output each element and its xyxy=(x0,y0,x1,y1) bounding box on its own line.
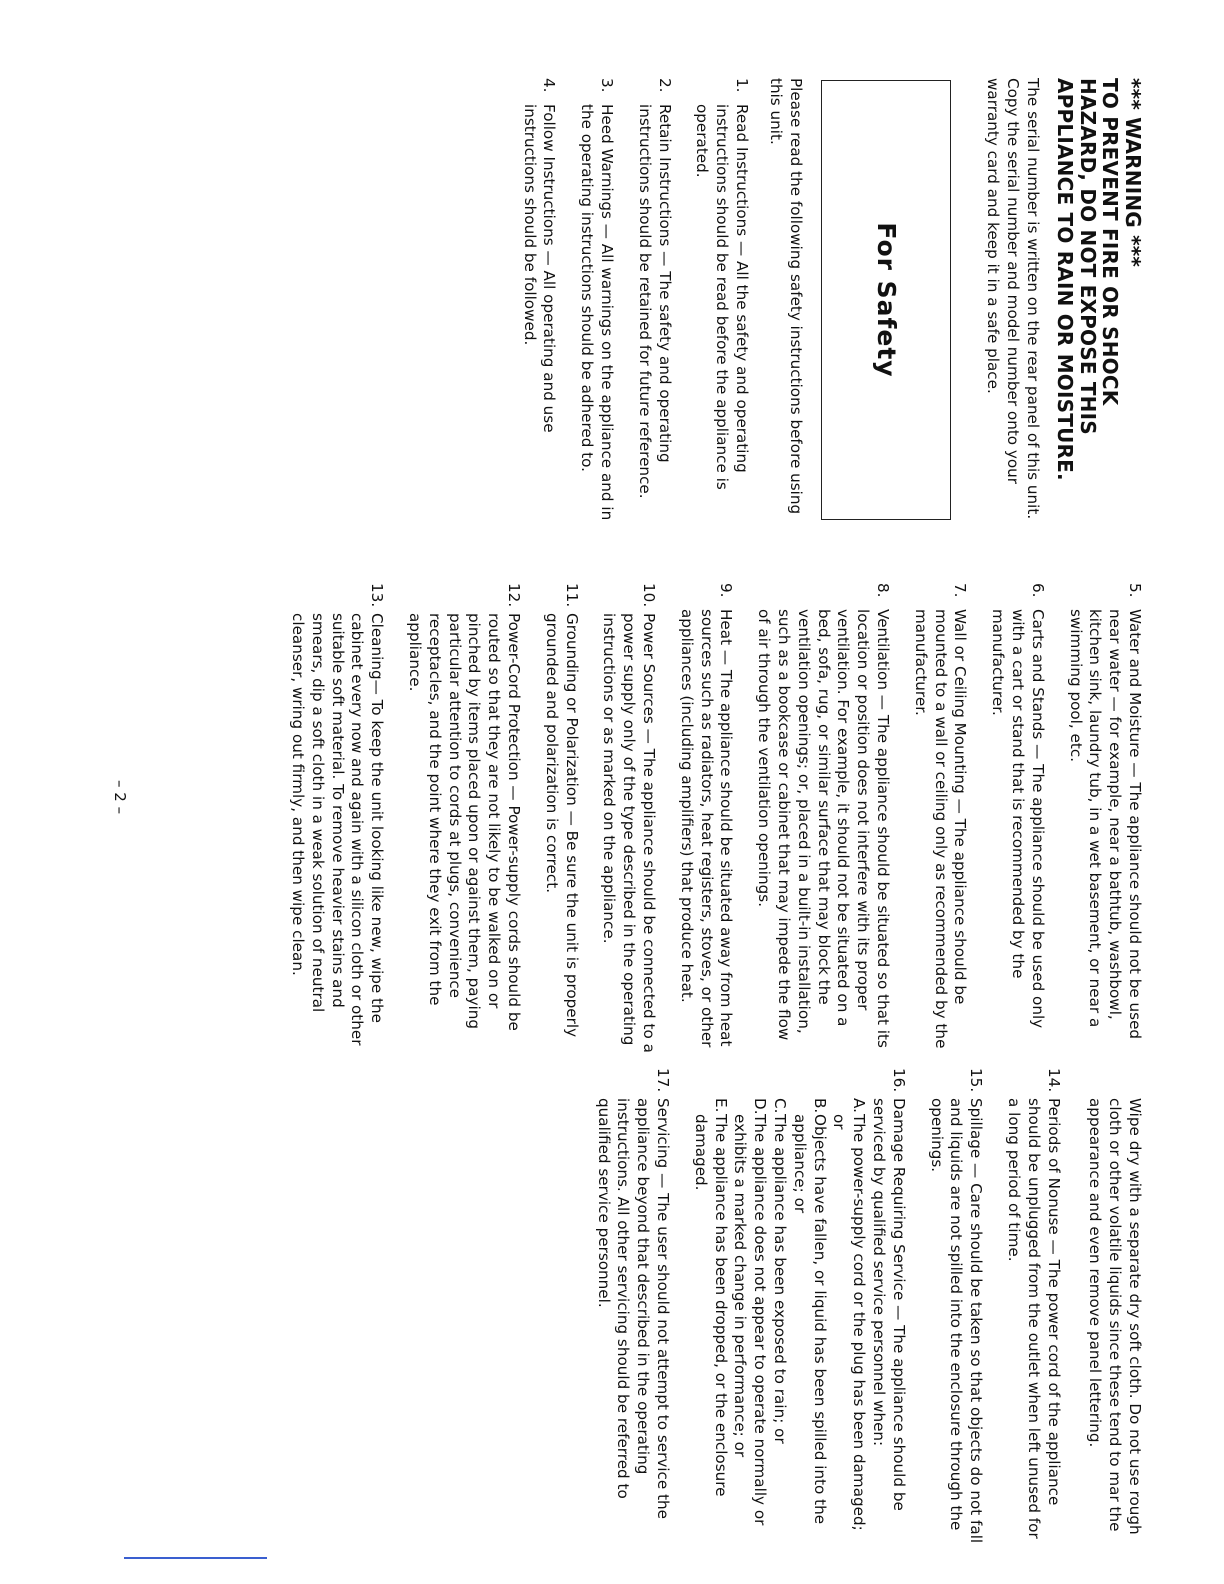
item-text: Heed Warnings — All warnings on the appliance and in the operating instructions should be adhered to. xyxy=(578,104,617,521)
item-text: Damage Requiring Service — The appliance should be serviced by qualified service personnel when: xyxy=(870,1098,908,1511)
list-item xyxy=(1065,583,1144,1053)
sub-letter: C. xyxy=(771,1098,790,1114)
list-item xyxy=(287,583,386,1053)
item-text: Carts and Stands — The appliance should be used only with a cart or stand that is recommended by the manufacturer. xyxy=(989,609,1047,1029)
item-number: 4. xyxy=(540,78,559,93)
item-number: 6. xyxy=(1028,583,1047,598)
sub-text: The appliance has been exposed to rain; or xyxy=(771,1114,790,1444)
serial-note: The serial number is written on the rear panel of this unit. Copy the serial number and model number onto your warranty card and keep it in a safe place. xyxy=(984,78,1042,520)
item-text: Servicing — The user should not attempt to service the appliance beyond that described in the operating instructions. All other servicing should be referred to qualified service personnel. xyxy=(594,1098,673,1519)
sub-text: Objects have fallen, or liquid has been spilled into the appliance; or xyxy=(790,1114,829,1525)
item-text: Power-Cord Protection — Power-supply cords should be routed so that they are not likely to be walked on or pinched by items placed upon or against them, paying particular attention to cords at plugs, convenience receptacles, and the point where they exit from the appliance. xyxy=(406,613,524,1031)
item-number: 14. xyxy=(1044,1068,1063,1093)
sub-letter: A. xyxy=(850,1098,869,1113)
list-item xyxy=(599,583,658,1053)
item-number: 16. xyxy=(889,1068,908,1093)
sub-letter: E. xyxy=(711,1098,730,1113)
item-number: 3. xyxy=(598,78,617,93)
item-text: Periods of Nonuse — The power cord of the appliance should be unplugged from the outlet when left unused for a long period of time. xyxy=(1005,1098,1063,1539)
item-number: 2. xyxy=(655,78,674,93)
list-item xyxy=(404,583,523,1053)
list-item xyxy=(676,583,735,1053)
item-number: 15. xyxy=(967,1068,986,1093)
list-item xyxy=(690,1068,908,1548)
item-text: Cleaning— To keep the unit looking like new, wipe the cabinet every now and again with a silicon cloth or other suitable soft material. To remove heavier stains and smears, dip a soft cloth in a weak solution of neutral cleanser, wring out firmly, and then wipe clean. xyxy=(289,613,387,1046)
sub-item xyxy=(690,1098,730,1548)
sub-letter: B. xyxy=(810,1098,829,1114)
list-item xyxy=(926,1068,985,1548)
item-number: 9. xyxy=(717,583,736,598)
item-number: 12. xyxy=(505,583,524,608)
sub-letter: D. xyxy=(751,1098,770,1115)
item-text: Follow Instructions — All operating and use instructions should be followed. xyxy=(520,104,559,433)
sub-item xyxy=(829,1098,869,1548)
item-number: 17. xyxy=(654,1068,673,1093)
damage-sublist xyxy=(690,1098,868,1548)
list-item xyxy=(692,78,751,523)
warning-line: APPLIANCE TO RAIN OR MOISTURE. xyxy=(1053,78,1078,481)
sub-item xyxy=(789,1098,829,1548)
list-item xyxy=(1003,1068,1062,1548)
item-number: 10. xyxy=(640,583,659,608)
list-item xyxy=(634,78,674,523)
column-middle xyxy=(269,583,1144,1053)
item-text: Ventilation — The appliance should be situated so that its location or position does not interfere with its proper ventilation. For example, it should not be situated on a bed, sofa, rug, or similar surface that may block the ventilation openings; or, placed in a built-in installation, such as a bookcase or cabinet that may impede the flow of air through the ventilation openings. xyxy=(755,609,893,1048)
sub-text: The appliance has been dropped, or the enclosure damaged. xyxy=(691,1114,730,1497)
column-right xyxy=(575,1068,1144,1548)
list-item xyxy=(519,78,559,523)
list-item xyxy=(987,583,1046,1053)
intro-text: Please read the following safety instructions before using this unit. xyxy=(766,78,805,515)
item-text: Read Instructions — All the safety and operating instructions should be read before the appliance is operated. xyxy=(693,104,752,490)
item-number: 8. xyxy=(874,583,893,598)
item-text: Spillage — Care should be taken so that objects do not fall and liquids are not spilled into the enclosure through the openings. xyxy=(927,1098,986,1544)
item-number: 5. xyxy=(1126,583,1144,598)
sub-text: The power-supply cord or the plug has been damaged; or xyxy=(830,1114,869,1531)
list-item xyxy=(753,583,892,1053)
list-item xyxy=(593,1068,672,1548)
footer-rule xyxy=(124,1557,267,1559)
sub-item xyxy=(730,1098,770,1548)
warning-line: HAZARD, DO NOT EXPOSE THIS xyxy=(1076,78,1100,435)
sub-text: The appliance does not appear to operate normally or exhibits a marked change in performance; or xyxy=(731,1114,770,1526)
warning-line: *** WARNING *** xyxy=(1121,78,1145,268)
warning-line: TO PREVENT FIRE OR SHOCK xyxy=(1098,78,1123,406)
safety-title: For Safety xyxy=(871,222,901,378)
item-number: 7. xyxy=(951,583,970,598)
item-text: Retain Instructions — The safety and operating instructions should be retained for future reference. xyxy=(635,104,674,499)
cleaning-continued: Wipe dry with a separate dry soft cloth. Do not use rough cloth or other volatile liquids since these tend to mar the appearance and even remove panel lettering. xyxy=(1086,1098,1144,1535)
list-item xyxy=(576,78,616,523)
page-number: – 2 – xyxy=(111,780,129,815)
safety-title-box xyxy=(821,80,951,520)
item-text: Grounding or Polarization — Be sure the unit is properly grounded and polarization is correct. xyxy=(542,613,581,1038)
item-text: Heat — The appliance should be situated away from heat sources such as radiators, heat registers, stoves, or other appliances (including amplifiers) that produce heat. xyxy=(677,609,736,1048)
item-number: 13. xyxy=(368,583,387,608)
list-item xyxy=(541,583,581,1053)
list-item xyxy=(910,583,969,1053)
item-text: Water and Moisture — The appliance should not be used near water — for example, near a bathtub, washbowl, kitchen sink, laundry tub, in a wet basement, or near a swimming pool, etc. xyxy=(1066,609,1144,1040)
column-left xyxy=(501,78,1144,523)
warning-block xyxy=(1054,78,1144,523)
item-text: Wall or Ceiling Mounting — The appliance should be mounted to a wall or ceiling only as recommended by the manufacturer. xyxy=(911,609,970,1049)
sub-item xyxy=(769,1098,789,1548)
item-body xyxy=(690,1098,908,1548)
item-text: Power Sources — The appliance should be connected to a power supply only of the type described in the operating instructions or as marked on the appliance. xyxy=(600,613,659,1053)
item-number: 1. xyxy=(733,78,752,93)
item-number: 11. xyxy=(562,583,581,608)
